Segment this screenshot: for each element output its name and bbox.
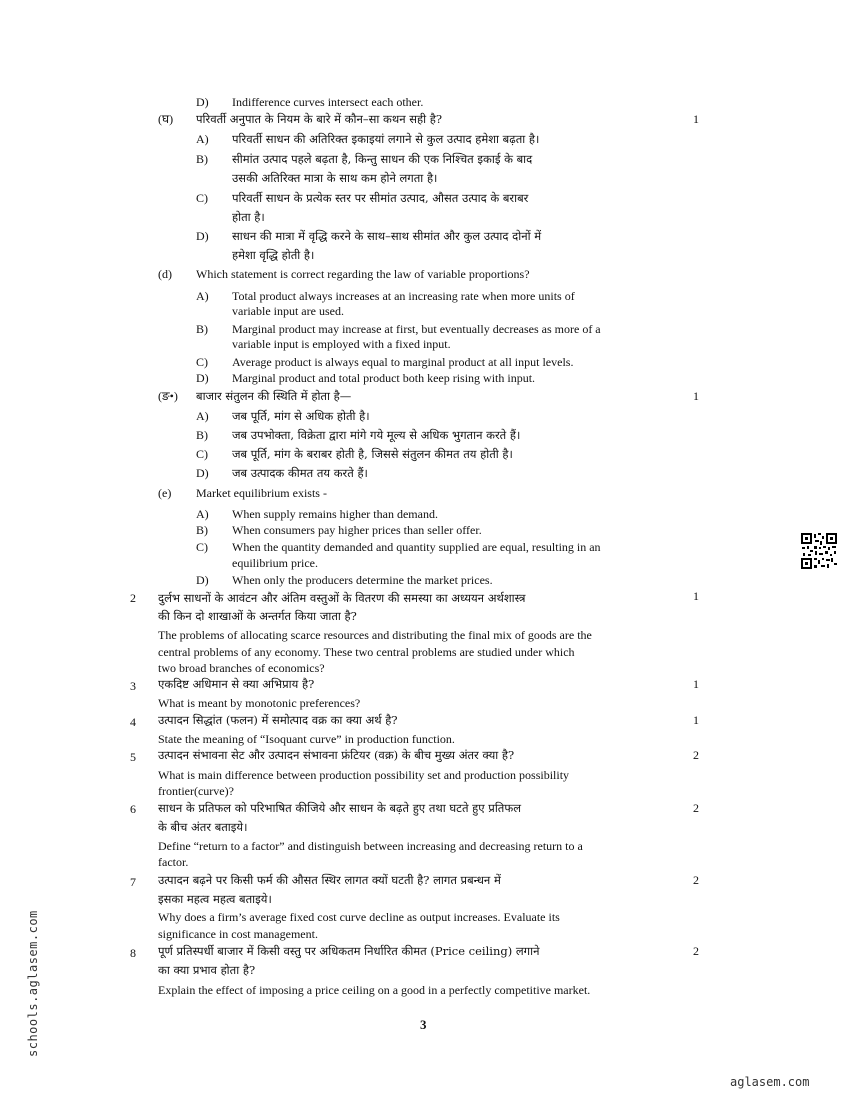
question-text: पूर्ण प्रतिस्पर्धी बाजार में किसी वस्तु पर अधिकतम निर्धारित कीमत (Price ceiling) लगाने xyxy=(158,944,540,958)
option-text: Indifference curves intersect each other. xyxy=(232,95,424,109)
option-label: A) xyxy=(196,409,209,423)
footer-watermark: aglasem.com xyxy=(730,1075,810,1089)
option-label: A) xyxy=(196,507,209,521)
option-text: जब पूर्ति, मांग से अधिक होती है। xyxy=(232,409,370,423)
question-number: 6 xyxy=(130,802,136,816)
question-text: इसका महत्व महत्व बताइये। xyxy=(158,892,272,906)
marks: 1 xyxy=(693,677,699,691)
marks: 1 xyxy=(693,389,699,403)
marks: 2 xyxy=(693,944,699,958)
option-text: परिवर्ती साधन की अतिरिक्त इकाइयां लगाने से कुल उत्पाद हमेशा बढ़ता है। xyxy=(232,132,540,146)
question-text: Define “return to a factor” and distinguish between increasing and decreasing return to a xyxy=(158,839,583,853)
question-text: Explain the effect of imposing a price ceiling on a good in a perfectly competitive market. xyxy=(158,983,591,997)
question-number: 7 xyxy=(130,875,136,889)
option-text: When only the producers determine the market prices. xyxy=(232,573,493,587)
option-text: साधन की मात्रा में वृद्धि करने के साथ–साथ सीमांत और कुल उत्पाद दोनों में xyxy=(232,229,542,243)
option-label: B) xyxy=(196,152,208,166)
option-text: परिवर्ती साधन के प्रत्येक स्तर पर सीमांत उत्पाद, औसत उत्पाद के बराबर xyxy=(232,191,529,205)
option-label: D) xyxy=(196,371,209,385)
question-text: factor. xyxy=(158,855,189,869)
qr-code-icon xyxy=(800,532,838,570)
option-label: C) xyxy=(196,191,208,205)
question-text: What is main difference between production possibility set and production possibility xyxy=(158,768,570,782)
question-text: central problems of any economy. These two central problems are studied under which xyxy=(158,645,575,659)
question-number: 3 xyxy=(130,679,136,693)
marks: 2 xyxy=(693,748,699,762)
question-text: के बीच अंतर बताइये। xyxy=(158,820,248,834)
question-text: उत्पादन संभावना सेट और उत्पादन संभावना फ्रंटियर (वक्र) के बीच मुख्य अंतर क्या है? xyxy=(158,748,515,762)
question-number: 4 xyxy=(130,715,136,729)
question-text: परिवर्ती अनुपात के नियम के बारे में कौन–सा कथन सही है? xyxy=(196,112,443,126)
question-text: उत्पादन सिद्धांत (फलन) में समोत्पाद वक्र का क्या अर्थ है? xyxy=(158,713,398,727)
question-number: 2 xyxy=(130,591,136,605)
question-text: Market equilibrium exists - xyxy=(196,486,327,500)
question-number: 5 xyxy=(130,750,136,764)
question-text: का क्या प्रभाव होता है? xyxy=(158,963,256,977)
marks: 1 xyxy=(693,589,699,603)
option-label: C) xyxy=(196,540,208,554)
option-text: When consumers pay higher prices than seller offer. xyxy=(232,523,482,537)
option-text: जब पूर्ति, मांग के बराबर होती है, जिससे संतुलन कीमत तय होती है। xyxy=(232,447,513,461)
option-label: D) xyxy=(196,229,209,243)
side-watermark: schools.aglasem.com xyxy=(26,910,40,1057)
option-label: D) xyxy=(196,573,209,587)
question-number: 8 xyxy=(130,946,136,960)
question-text: significance in cost management. xyxy=(158,927,318,941)
marks: 1 xyxy=(693,713,699,727)
question-label: (e) xyxy=(158,486,172,500)
option-text: Marginal product may increase at first, but eventually decreases as more of a xyxy=(232,322,601,336)
option-label: C) xyxy=(196,447,208,461)
question-text: frontier(curve)? xyxy=(158,784,234,798)
option-text: Total product always increases at an increasing rate when more units of xyxy=(232,289,575,303)
question-text: एकदिष्ट अधिमान से क्या अभिप्राय है? xyxy=(158,677,315,691)
question-text: बाजार संतुलन की स्थिति में होता है— xyxy=(196,389,352,403)
option-label: A) xyxy=(196,289,209,303)
marks: 2 xyxy=(693,801,699,815)
option-text: उसकी अतिरिक्त मात्रा के साथ कम होने लगता है। xyxy=(232,171,438,185)
option-text: होता है। xyxy=(232,210,265,224)
question-label: (घ) xyxy=(158,112,174,126)
option-text: When supply remains higher than demand. xyxy=(232,507,438,521)
option-text: variable input are used. xyxy=(232,304,344,318)
option-label: B) xyxy=(196,428,208,442)
question-label: (ङ•) xyxy=(158,389,178,403)
option-text: Average product is always equal to marginal product at all input levels. xyxy=(232,355,574,369)
question-text: two broad branches of economics? xyxy=(158,661,325,675)
question-text: दुर्लभ साधनों के आवंटन और अंतिम वस्तुओं के वितरण की समस्या का अध्ययन अर्थशास्त्र xyxy=(158,591,526,605)
question-text: उत्पादन बढ़ने पर किसी फर्म की औसत स्थिर लागत क्यों घटती है? लागत प्रबन्धन में xyxy=(158,873,501,887)
marks: 1 xyxy=(693,112,699,126)
option-label: B) xyxy=(196,523,208,537)
option-label: A) xyxy=(196,132,209,146)
option-label: C) xyxy=(196,355,208,369)
option-text: जब उत्पादक कीमत तय करते हैं। xyxy=(232,466,368,480)
question-text: What is meant by monotonic preferences? xyxy=(158,696,361,710)
option-text: सीमांत उत्पाद पहले बढ़ता है, किन्तु साधन की एक निश्चित इकाई के बाद xyxy=(232,152,533,166)
option-label: D) xyxy=(196,95,209,109)
option-text: equilibrium price. xyxy=(232,556,318,570)
question-text: की किन दो शाखाओं के अन्तर्गत किया जाता है? xyxy=(158,609,357,623)
option-label: D) xyxy=(196,466,209,480)
question-text: The problems of allocating scarce resources and distributing the final mix of goods are the xyxy=(158,628,592,642)
option-text: हमेशा वृद्धि होती है। xyxy=(232,248,315,262)
question-label: (d) xyxy=(158,267,172,281)
question-text: साधन के प्रतिफल को परिभाषित कीजिये और साधन के बढ़ते हुए तथा घटते हुए प्रतिफल xyxy=(158,801,522,815)
option-text: Marginal product and total product both keep rising with input. xyxy=(232,371,536,385)
page-number: 3 xyxy=(420,1017,427,1032)
question-text: Why does a firm’s average fixed cost curve decline as output increases. Evaluate its xyxy=(158,910,560,924)
question-text: Which statement is correct regarding the law of variable proportions? xyxy=(196,267,530,281)
option-text: variable input is employed with a fixed input. xyxy=(232,337,451,351)
marks: 2 xyxy=(693,873,699,887)
question-text: State the meaning of “Isoquant curve” in production function. xyxy=(158,732,455,746)
option-text: जब उपभोक्ता, विक्रेता द्वारा मांगे गये मूल्य से अधिक भुगतान करते हैं। xyxy=(232,428,521,442)
option-text: When the quantity demanded and quantity supplied are equal, resulting in an xyxy=(232,540,601,554)
option-label: B) xyxy=(196,322,208,336)
